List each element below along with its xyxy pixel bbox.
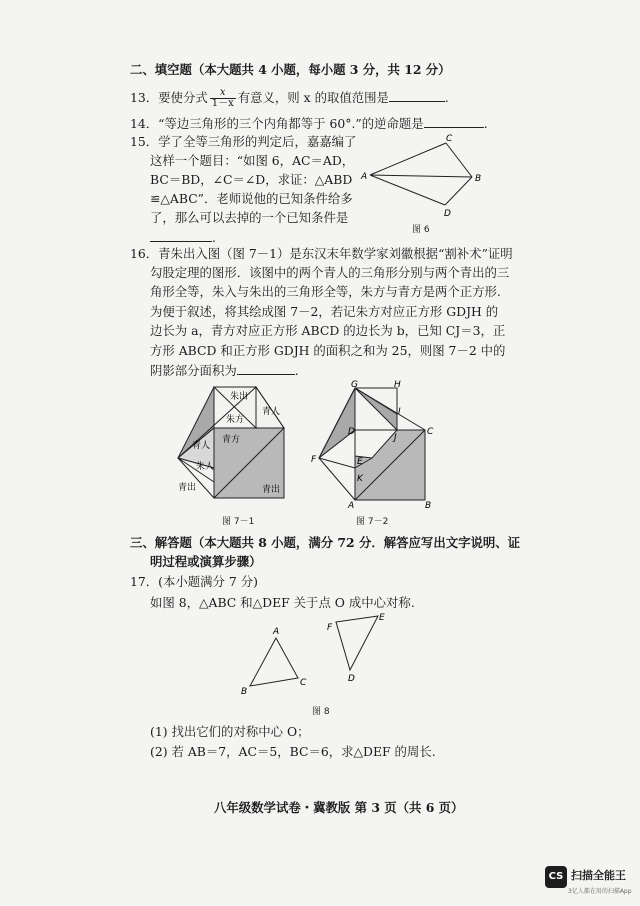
- label-d: D: [348, 427, 355, 437]
- question-15-line: 这样一个题目：“如图 6，AC＝AD，: [150, 153, 355, 168]
- question-13: 13．要使分式 $\frac{x}{1-x}$ 有意义，则 x 的取值范围是 .: [130, 87, 449, 109]
- figure-7-2: [310, 378, 440, 512]
- label-j: J: [394, 433, 397, 443]
- figure-6: [360, 132, 490, 232]
- answer-blank[interactable]: [237, 362, 295, 375]
- figure-6-caption: 图 6: [412, 225, 430, 235]
- question-15-line: BC＝BD，∠C＝∠D，求证：△ABD: [150, 172, 353, 187]
- question-17-intro: 如图 8，△ABC 和△DEF 关于点 O 成中心对称.: [150, 595, 415, 610]
- label-i: I: [398, 407, 401, 417]
- label-d: D: [348, 674, 355, 684]
- label-f: F: [311, 455, 317, 465]
- scanner-logo-icon: CS: [545, 866, 567, 888]
- label-c: C: [427, 427, 434, 437]
- label-b: B: [425, 501, 432, 511]
- label-qingru: 青人: [262, 407, 281, 417]
- label-b: B: [241, 687, 248, 696]
- label-h: H: [394, 380, 401, 390]
- question-17-part-2: (2) 若 AB＝7，AC＝5，BC＝6，求△DEF 的周长.: [150, 744, 436, 759]
- figure-7-1: [176, 386, 298, 508]
- label-d: D: [444, 209, 451, 219]
- label-k: K: [357, 474, 363, 484]
- segment-db: [445, 177, 472, 205]
- scanner-app-tagline: 3亿人都在用的扫描App: [568, 888, 632, 895]
- label-qingfang: 青方: [222, 435, 241, 445]
- label-a: A: [273, 627, 280, 637]
- figure-8-caption: 图 8: [312, 707, 330, 717]
- question-16-line: 角形全等，朱入与朱出的三角形全等，朱方与青方是两个正方形.: [150, 284, 501, 299]
- question-16-line: 方形 ABCD 和正方形 GDJH 的面积之和为 25，则图 7－2 中的: [150, 343, 506, 358]
- label-b: B: [475, 174, 482, 184]
- section-3-heading: 三、解答题（本大题共 8 小题，满分 72 分．解答应写出文字说明、证: [130, 535, 521, 550]
- section-3-heading-cont: 明过程或演算步骤）: [150, 554, 262, 569]
- question-14: 14．“等边三角形的三个内角都等于 60°.”的逆命题是 .: [130, 116, 488, 131]
- question-17-part-1: (1) 找出它们的对称中心 O；: [150, 724, 310, 739]
- question-15-line: ≌△ABC”．老师说他的已知条件给多: [150, 191, 353, 206]
- label-zhuchu: 朱出: [230, 392, 249, 402]
- triangle-def: [336, 616, 378, 670]
- label-e: E: [379, 613, 385, 623]
- page-footer: 八年级数学试卷・冀教版 第 3 页（共 6 页）: [214, 800, 464, 815]
- section-2-heading: 二、填空题（本大题共 4 小题，每小题 3 分，共 12 分）: [130, 62, 451, 77]
- question-16-line: 边长为 a，青方对应正方形 ABCD 的边长为 b，已知 CJ＝3，正: [150, 323, 506, 338]
- label-c: C: [300, 678, 307, 688]
- label-zhuru: 朱人: [196, 462, 215, 472]
- answer-blank[interactable]: [424, 115, 484, 128]
- answer-blank[interactable]: [150, 229, 212, 242]
- label-qingchu: 青出: [178, 483, 197, 493]
- label-qingchu: 青出: [262, 485, 281, 495]
- segment-ab: [370, 175, 472, 177]
- question-15-line: 了，那么可以去掉的一个已知条件是: [150, 210, 349, 225]
- question-16-line: 勾股定理的图形．该图中的两个青人的三角形分别与两个青出的三: [150, 265, 510, 280]
- segment-ad: [370, 175, 445, 205]
- triangle-abc: [250, 638, 298, 686]
- figure-7-1-caption: 图 7－1: [222, 517, 255, 527]
- question-16-line: 16．青朱出入图（图 7－1）是东汉末年数学家刘徽根据“割补术”证明: [130, 246, 513, 261]
- scanner-app-name: 扫描全能王: [571, 869, 626, 882]
- question-16-line: 为便于叙述，将其绘成图 7－2，若记朱方对应正方形 GDJH 的: [150, 304, 499, 319]
- label-a: A: [361, 172, 368, 182]
- fraction: $\frac{x}{1-x}$: [211, 87, 234, 109]
- question-15-answer: .: [150, 229, 216, 246]
- label-zhufang: 朱方: [226, 415, 245, 425]
- figure-7-2-caption: 图 7－2: [356, 517, 389, 527]
- figure-8: [236, 610, 396, 696]
- label-e: E: [357, 457, 363, 467]
- label-a: A: [348, 501, 355, 511]
- label-qingru: 青人: [192, 441, 211, 451]
- label-f: F: [327, 623, 333, 633]
- question-17-heading: 17．(本小题满分 7 分): [130, 574, 258, 589]
- label-g: G: [351, 380, 358, 390]
- question-15-line: 15．学了全等三角形的判定后，嘉嘉编了: [130, 134, 357, 149]
- segment-ac: [370, 143, 446, 175]
- segment-cb: [446, 143, 472, 177]
- answer-blank[interactable]: [389, 89, 445, 102]
- label-c: C: [446, 134, 453, 144]
- question-16-answer: 阴影部分面积为 .: [150, 363, 299, 378]
